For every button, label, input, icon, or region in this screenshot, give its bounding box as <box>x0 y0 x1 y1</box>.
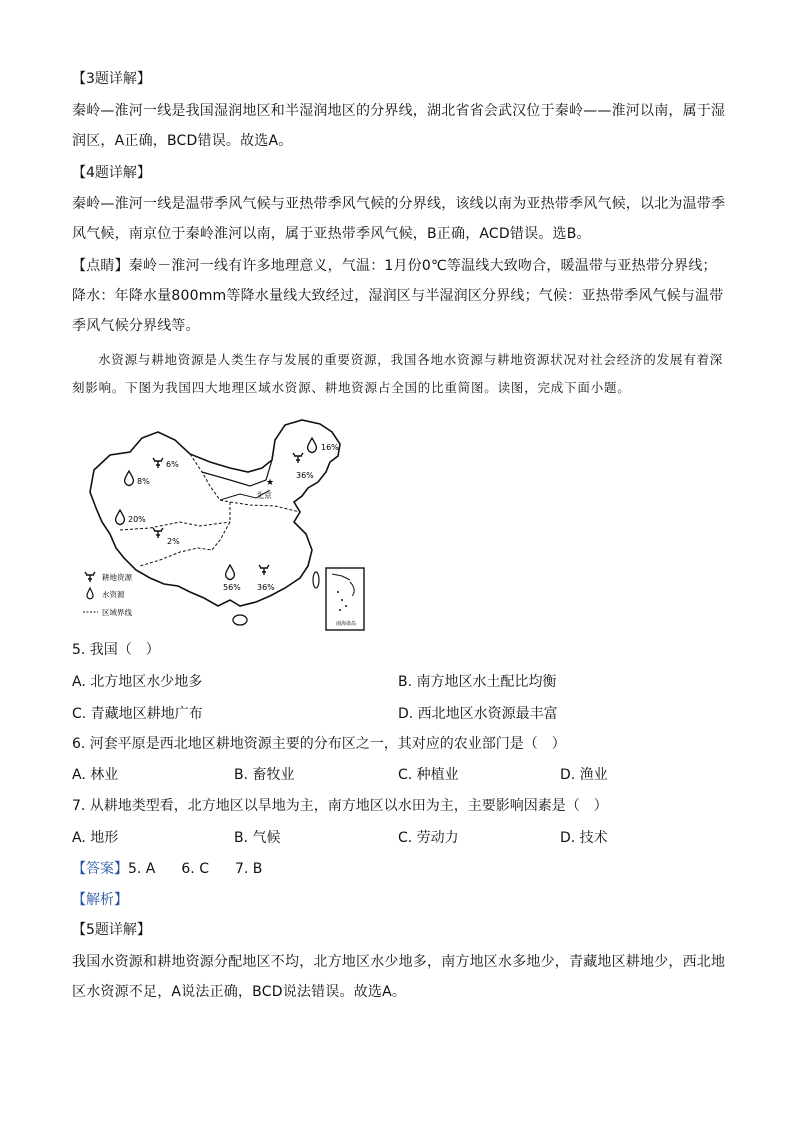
analysis-label: 【解析】 <box>72 892 128 908</box>
question-5-option-b: B. 南方地区水土配比均衡 <box>398 674 557 690</box>
q4-tip: 【点睛】秦岭－淮河一线有许多地理意义，气温：1月份0℃等温线大致吻合，暖温带与亚热带分界线；降水：年降水量800mm等降水量线大致经过，湿润区与半湿润区分界线；气候：亚热带季风气候与温带季风气候分界线等。 <box>72 258 724 334</box>
answer-item: 6. C <box>181 861 209 877</box>
q3-header: 【3题详解】 <box>72 71 151 87</box>
china-resource-map <box>80 410 370 635</box>
question-5-option-d: D. 西北地区水资源最丰富 <box>398 706 558 722</box>
question-7-option-d: D. 技术 <box>560 830 608 846</box>
question-7-stem: 7. 从耕地类型看，北方地区以旱地为主，南方地区以水田为主，主要影响因素是（ ） <box>72 798 608 814</box>
legend-boundary: 区域界线 <box>102 608 132 617</box>
farmland-icon <box>153 528 163 538</box>
region-boundary <box>230 502 300 512</box>
water-drop-icon <box>125 471 134 486</box>
question-5-option-a: A. 北方地区水少地多 <box>72 674 203 690</box>
question-6-option-b: B. 畜牧业 <box>234 767 295 783</box>
water-drop-icon <box>308 438 317 453</box>
answer-line <box>72 859 288 879</box>
north-water-label: 20% <box>128 515 146 524</box>
legend-land: 耕地资源 <box>102 573 132 582</box>
ne-water-label: 16% <box>321 443 339 452</box>
question-7-option-b: B. 气候 <box>234 830 281 846</box>
beijing-star: ★ <box>266 478 275 488</box>
question-6-option-c: C. 种植业 <box>398 767 459 783</box>
map-legend <box>83 572 132 617</box>
nw-water-label: 8% <box>137 477 150 486</box>
farmland-icon <box>293 453 303 463</box>
question-7-option-c: C. 劳动力 <box>398 830 459 846</box>
answer-item: 7. B <box>234 861 263 877</box>
south-land-label: 36% <box>257 583 275 592</box>
q4-body: 秦岭—淮河一线是温带季风气候与亚热带季风气候的分界线，该线以南为亚热带季风气候，以北为温带季风气候，南京位于秦岭淮河以南，属于亚热带季风气候，B正确，ACD错误。选B。 <box>72 196 726 242</box>
qt-land-label: 2% <box>167 537 180 546</box>
water-drop-icon <box>87 588 93 599</box>
beijing-label: 北京 <box>256 491 272 500</box>
question-5-option-c: C. 青藏地区耕地广布 <box>72 706 203 722</box>
intro-paragraph: 水资源与耕地资源是人类生存与发展的重要资源，我国各地水资源与耕地资源状况对社会经济的发展有着深刻影响。下图为我国四大地理区域水资源、耕地资源占全国的比重简图。读图，完成下面小题。 <box>72 352 724 395</box>
water-drop-icon <box>116 510 125 525</box>
answer-item: 5. A <box>128 861 156 877</box>
q4-header: 【4题详解】 <box>72 165 151 181</box>
south-china-sea-inset <box>326 568 364 630</box>
region-boundary <box>202 460 275 488</box>
south-water-label: 56% <box>223 583 241 592</box>
farmland-icon <box>153 458 163 468</box>
q5-header: 【5题详解】 <box>72 922 151 938</box>
q5-body: 我国水资源和耕地资源分配地区不均，北方地区水少地多，南方地区水多地少，青藏地区耕地少，西北地区水资源不足，A说法正确，BCD说法错误。故选A。 <box>72 954 726 1000</box>
answer-label: 【答案】 <box>72 861 128 877</box>
question-5-stem: 5. 我国（ ） <box>72 642 160 658</box>
q3-body: 秦岭—淮河一线是我国湿润地区和半湿润地区的分界线，湖北省省会武汉位于秦岭——淮河以南，属于湿润区，A正确，BCD错误。故选A。 <box>72 103 726 149</box>
question-6-stem: 6. 河套平原是西北地区耕地资源主要的分布区之一，其对应的农业部门是（ ） <box>72 736 566 752</box>
question-6-option-d: D. 渔业 <box>560 767 608 783</box>
region-boundary <box>140 502 230 566</box>
farmland-icon <box>259 565 269 575</box>
farmland-icon <box>85 572 95 582</box>
question-6-option-a: A. 林业 <box>72 767 119 783</box>
water-drop-icon <box>226 565 235 580</box>
ne-land-label: 36% <box>296 471 314 480</box>
inset-label: 南海诸岛 <box>336 621 357 627</box>
nw-land-label: 6% <box>166 460 179 469</box>
question-7-option-a: A. 地形 <box>72 830 119 846</box>
legend-water: 水资源 <box>102 590 125 599</box>
